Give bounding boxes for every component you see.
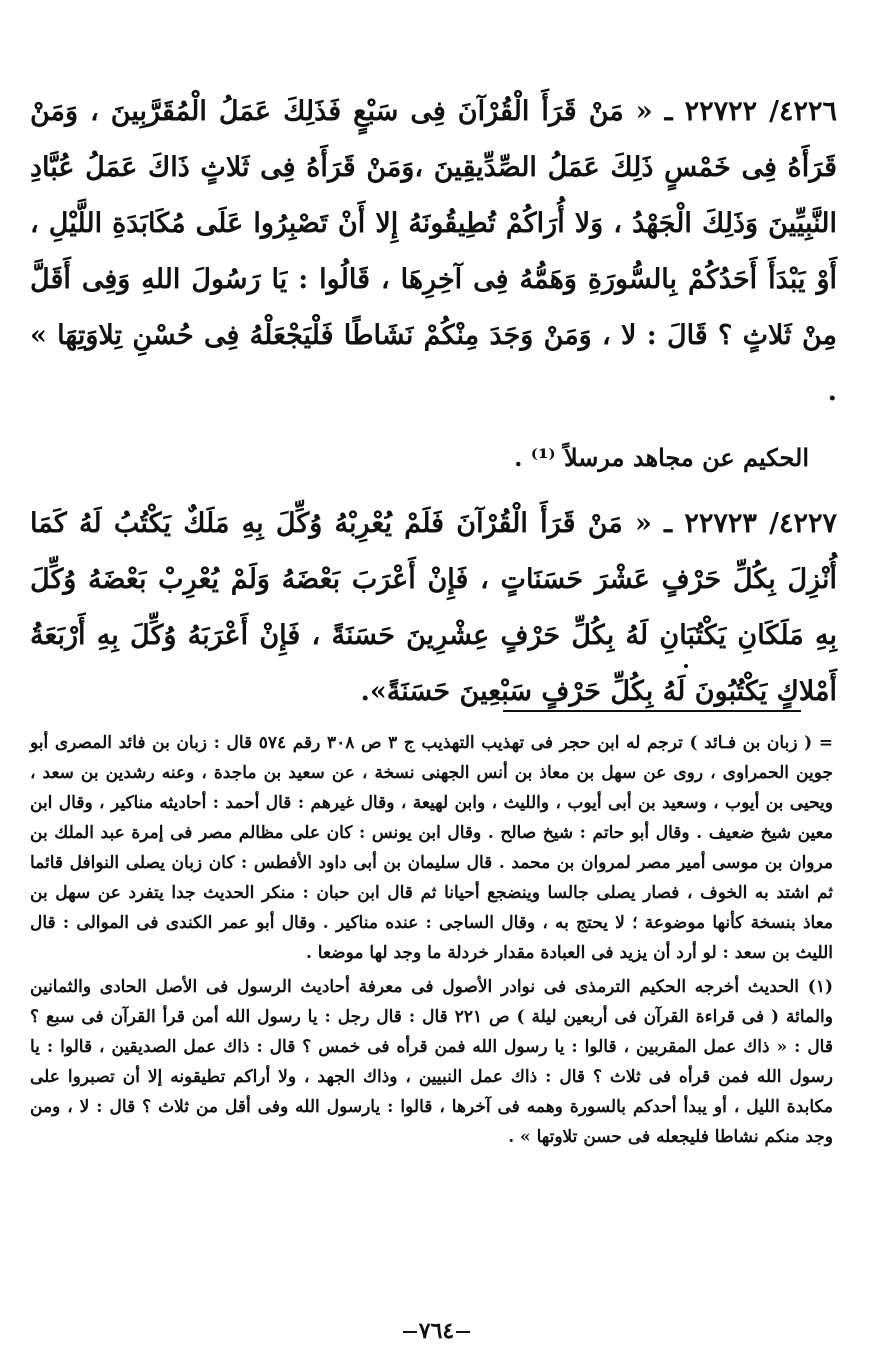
stray-dot xyxy=(684,664,688,668)
page-number-text: ٧٦٤ xyxy=(418,1318,455,1344)
footnote-continued: = ( زبان بن فـائد ) ترجم له ابن حجر فى تهذيب التهذيب ج ٣ ص ٣٠٨ رقم ٥٧٤ قال : زبان بن فائد المصرى أبو جوين الحمراوى ، روى عن سهل بن معاذ بن أنس الجهنى نسخة ، عن سعيد بن ماجدة ، وعنه رشدين بن سعد ، ويحيى بن أيوب ، وسعيد بن أبى أيوب ، والليث ، وابن لهيعة ، وقال غيرهم : قال أحمد : أحاديثه مناكير ، وقال ابن معين شيخ ضعيف . وقال أبو حاتم : شيخ صالح . وقال ابن يونس : كان على مظالم مصر فى إمرة عبد الملك بن مروان بن موسى أمير مصر لمروان بن محمد . قال سليمان بن أبى داود الأفطس : كان زبان يصلى النوافل قائما ثم اشتد به الخوف ، فصار يصلى جالسا وينضجع أحيانا ثم قال ابن حبان : منكر الحديث جدا يتفرد عن سهل بن معاذ بنسخة كأنها موضوعة ؛ لا يحتج به ، وقال الساجى : عنده مناكير . وقال أبو عمر الكندى فى الموالى : قال الليث بن سعد : لو أرد أن يزيد فى العبادة مقدار خردلة ما وجد لها موضعا . xyxy=(30,733,834,963)
hadith-text: « مَنْ قَرَأَ الْقُرْآنَ فِى سَبْعٍ فَذَلِكَ عَمَلُ الْمُقَرَّبِينَ ، وَمَنْ قَرَأَهُ فِى خَمْسٍ ذَلِكَ عَمَلُ الصِّدِّيقِينَ ،وَمَنْ قَرَأَهُ فِى ثَلاثٍ ذَاكَ عَمَلُ عُبَّادِ النَّبِيِّينَ وَذَلِكَ الْجَهْدُ ، وَلا أُرَاكُمْ تُطِيقُونَهُ إِلا أَنْ تَصْبِرُوا عَلَى مُكَابَدَةِ اللَّيْلِ ، أَوْ يَبْدَأَ أَحَدُكُمْ بِالسُّورَةِ وَهَمُّهُ فِى آخِرِهَا ، قَالُوا : يَا رَسُولَ اللهِ وَفِى أَقَلَّ مِنْ ثَلاثٍ ؟ قَالَ : لا ، وَمَنْ وَجَدَ مِنْكُمْ نَشَاطًا فَلْيَجْعَلْهُ فِى حُسْنِ تِلاوَتِهَا » . xyxy=(30,96,837,407)
hadith-text: « مَنْ قَرَأَ الْقُرْآنَ فَلَمْ يُعْرِبْهُ وُكِّلَ بِهِ مَلَكٌ يَكْتُبُ لَهُ كَمَا أُنْزِلَ بِكُلِّ حَرْفٍ عَشْرَ حَسَنَاتٍ ، فَإِنْ أَعْرَبَ بَعْضَهُ وَلَمْ يُعْرِبْ بَعْضَهُ وُكِّلَ بِهِ مَلَكَانِ يَكْتُبَانِ لَهُ بِكُلِّ حَرْفٍ عِشْرِينَ حَسَنَةً ، فَإِنْ أَعْرَبَهُ وُكِّلَ بِهِ أَرْبَعَةُ أَمْلاكٍ يَكْتُبُونَ لَهُ بِكُلِّ حَرْفٍ سَبْعِينَ حَسَنَةً». xyxy=(30,508,837,707)
hadith-number: ٤٢٢٧/ ٢٢٧٢٣ ـ xyxy=(664,508,837,539)
dash-right xyxy=(403,1331,417,1333)
main-text xyxy=(30,84,837,720)
page-number xyxy=(0,1318,873,1344)
hadith-4226 xyxy=(30,84,837,420)
hadith-4227 xyxy=(30,496,837,720)
footnote-separator xyxy=(503,710,801,712)
hadith-source: الحكيم عن مجاهد مرسلاً ⁽¹⁾ . xyxy=(514,443,809,472)
dash-left xyxy=(456,1331,470,1333)
hadith-number: ٤٢٢٦/ ٢٢٧٢٢ ـ xyxy=(664,96,838,127)
footnotes xyxy=(30,728,833,1152)
footnote-1: (١) الحديث أخرجه الحكيم الترمذى فى نوادر الأصول فى معرفة أحاديث الرسول فى الأصل الحادى والثمانين والمائة ( فى قراءة القرآن فى أربعين ليلة ) ص ٢٢١ قال : قال رجل : يا رسول الله أمن قرأ القرآن فى سبع ؟ قال : « ذاك عمل المقربين ، قالوا : يا رسول الله فمن قرأه فى خمس ؟ قال : ذاك عمل الصديقين ، قالوا : يا رسول الله فمن قرأه فى ثلاث ؟ قال : ذاك عمل النبيين ، وذاك الجهد ، ولا أراكم تطيقونه إلا أن تصبروا على مكابدة الليل ، أو يبدأ أحدكم بالسورة وهمه فى آخرها ، قالوا : يارسول الله وفى أقل من ثلاث ؟ قال : لا ، ومن وجد منكم نشاطا فليجعله فى حسن تلاوتها » . xyxy=(30,977,833,1147)
